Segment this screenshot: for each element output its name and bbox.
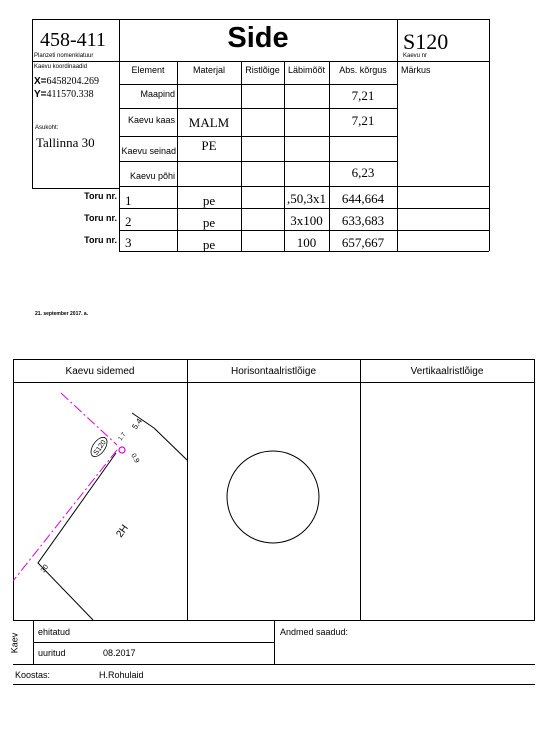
col-diameter: Läbimõõt — [287, 65, 326, 75]
pipe-2-elevation: 633,683 — [341, 213, 385, 228]
distance-a: 5.4 — [130, 416, 145, 432]
well-id-caption: Kaevu nr — [403, 53, 428, 59]
built-label: ehitatud — [38, 627, 71, 637]
pipe-1-number: 1 — [125, 193, 132, 208]
location: Tallinna 30 — [36, 135, 95, 150]
pipe-1-diameter: ,50,3x1 — [287, 191, 326, 206]
row-lid-material: MALM — [188, 115, 230, 130]
row-walls-label: Kaevu seinad — [121, 146, 176, 156]
well-cross-section — [227, 451, 319, 543]
y-label: Y= — [34, 89, 47, 100]
well-marker — [119, 447, 125, 453]
pipe-3-material: pe — [202, 237, 216, 252]
x-label: X= — [34, 76, 47, 87]
well-id: S120 — [403, 29, 449, 54]
building-outline — [154, 428, 187, 460]
building-wall — [38, 453, 116, 620]
col-remarks: Märkus — [401, 65, 431, 75]
pipe-2-number: 2 — [125, 214, 132, 229]
y-value: 411570.338 — [46, 89, 94, 100]
horizontal-section — [188, 383, 360, 620]
compiled-label: Koostas: — [15, 670, 51, 680]
x-coordinate — [34, 76, 99, 87]
site-sketch — [13, 383, 187, 620]
col-elevation: Abs. kõrgus — [339, 65, 387, 75]
data-received-label: Andmed saadud: — [280, 627, 349, 637]
row-walls-material: PE — [201, 138, 217, 153]
well-label: S120 — [92, 439, 108, 457]
pipe-3-diameter: 100 — [296, 235, 317, 250]
pipe-2-diameter: 3x100 — [290, 213, 323, 228]
col-material: Materjal — [192, 65, 225, 75]
compiled-by: H.Rohulaid — [99, 670, 144, 680]
distance-b: 0.9 — [129, 452, 141, 465]
pipe-line-lower — [13, 450, 117, 581]
pipe-1-label: Toru nr. — [84, 191, 117, 201]
location-caption: Asukoht: — [35, 125, 59, 131]
row-lid-elevation: 7,21 — [351, 113, 375, 128]
row-ground-label: Maapind — [140, 89, 175, 99]
y-coordinate — [34, 89, 94, 100]
surveyed-label: uuritud — [38, 648, 66, 658]
pipe-3-elevation: 657,667 — [341, 235, 385, 250]
distance-c: 1.7 — [117, 431, 128, 443]
pipe-line — [61, 393, 117, 445]
row-ground-elevation: 7,21 — [351, 88, 375, 103]
row-bottom-label: Kaevu põhi — [129, 171, 175, 181]
row-bottom-elevation: 6,23 — [351, 165, 375, 180]
panel-links-title: Kaevu sidemed — [65, 366, 135, 377]
building-label: 2H — [114, 522, 131, 540]
row-lid-label: Kaevu kaas — [127, 115, 175, 125]
pipe-3-label: Toru nr. — [84, 235, 117, 245]
planset-caption: Planzeti nomenklatuur — [34, 53, 94, 59]
col-cross-section: Ristlõige — [245, 65, 280, 75]
coords-caption: Kaevu koordinaadid — [34, 64, 88, 70]
pipe-2-material: pe — [202, 215, 216, 230]
x-value: 6458204.269 — [46, 76, 100, 87]
panel-vertical-title: Vertikaalristlõige — [410, 366, 484, 377]
pipe-1-material: pe — [202, 193, 216, 208]
pipe-3-number: 3 — [125, 235, 132, 250]
pipe-1-elevation: 644,664 — [341, 191, 385, 206]
col-element: Element — [131, 65, 165, 75]
side-label: Kaev — [9, 632, 20, 654]
planset-number: 458-411 — [40, 29, 106, 51]
surveyed-date: 08.2017 — [103, 648, 136, 658]
corner-label: 30 — [39, 563, 51, 575]
page-title: Side — [227, 22, 289, 54]
panel-horizontal-title: Horisontaalristlõige — [230, 366, 317, 377]
pipe-2-label: Toru nr. — [84, 213, 117, 223]
document-date: 21. september 2017. a. — [35, 311, 89, 317]
